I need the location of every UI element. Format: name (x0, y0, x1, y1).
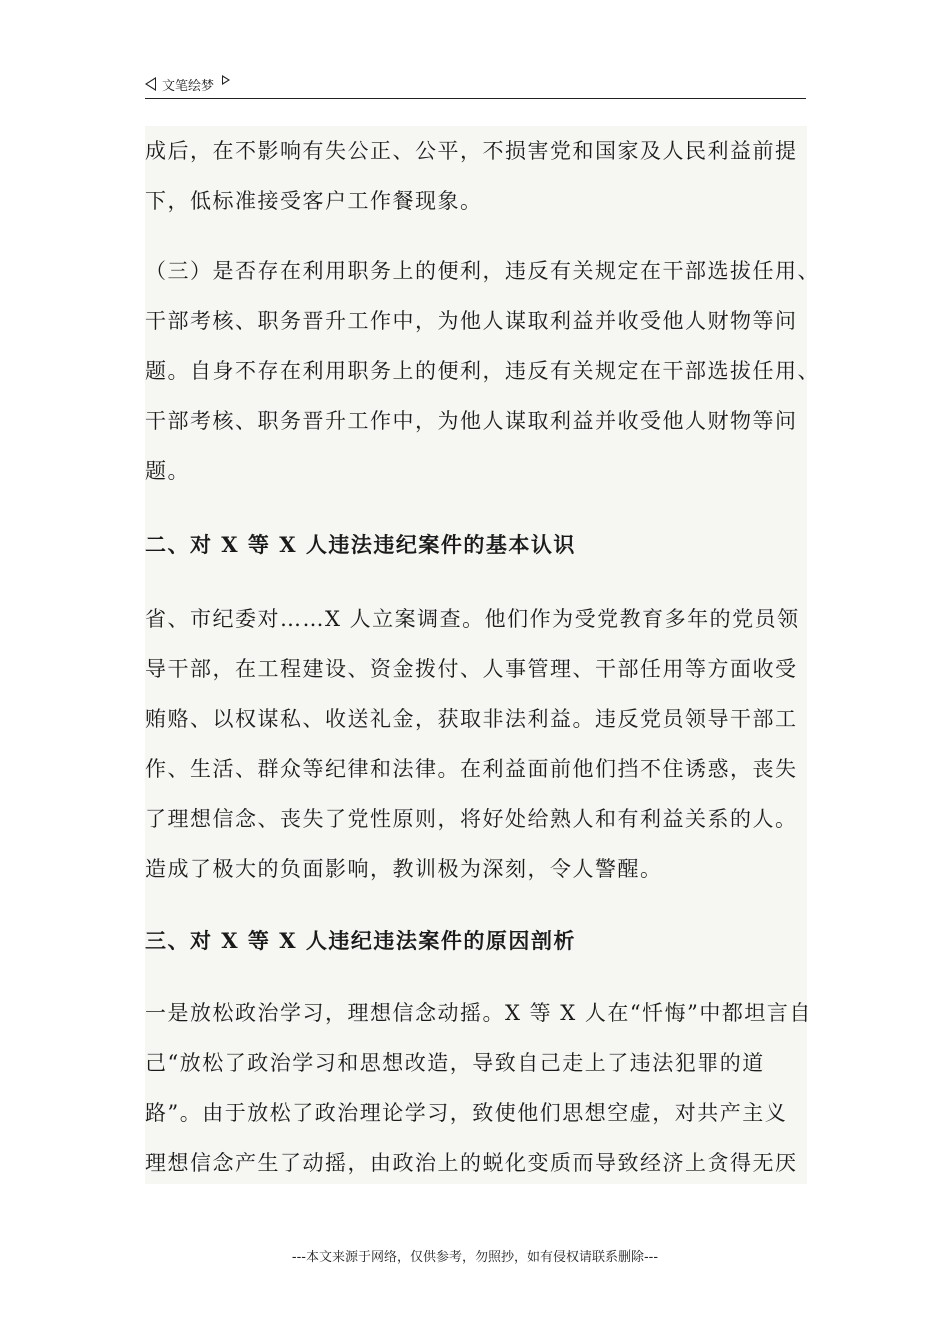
text-line: （三）是否存在利用职务上的便利，违反有关规定在干部选拔任用、 (145, 259, 820, 283)
text-line: 一是放松政治学习，理想信念动摇。X 等 X 人在“忏悔”中都坦言自 (145, 1001, 812, 1025)
text-line: 贿赂、以权谋私、收送礼金，获取非法利益。违反党员领导干部工 (145, 707, 798, 731)
text-line: 路”。由于放松了政治理论学习，致使他们思想空虚，对共产主义 (145, 1101, 788, 1125)
section-heading-2: 二、对 X 等 X 人违法违纪案件的基本认识 (145, 532, 576, 557)
text-line: 了理想信念、丧失了党性原则，将好处给熟人和有利益关系的人。 (145, 807, 798, 831)
triangle-right-icon (222, 75, 230, 85)
paragraph-1 (145, 126, 807, 226)
text-line: 造成了极大的负面影响，教训极为深刻，令人警醒。 (145, 857, 663, 881)
paragraph-2 (145, 246, 820, 496)
page-header (145, 70, 806, 99)
document-body (145, 126, 820, 1184)
text-line: 省、市纪委对……X 人立案调查。他们作为受党教育多年的党员领 (145, 607, 800, 631)
page-footer: ---本文来源于网络，仅供参考，勿照抄，如有侵权请联系删除--- (291, 1250, 659, 1265)
paragraph-3 (145, 594, 807, 894)
text-line: 下，低标准接受客户工作餐现象。 (145, 189, 483, 213)
text-line: 作、生活、群众等纪律和法律。在利益面前他们挡不住诱惑，丧失 (145, 757, 798, 781)
text-line: 理想信念产生了动摇，由政治上的蜕化变质而导致经济上贪得无厌 (145, 1151, 798, 1175)
text-line: 己“放松了政治学习和思想改造，导致自己走上了违法犯罪的道 (145, 1051, 765, 1075)
text-line: 干部考核、职务晋升工作中，为他人谋取利益并收受他人财物等问 (145, 309, 798, 333)
paragraph-4 (145, 988, 812, 1188)
triangle-left-icon (145, 77, 156, 91)
text-line: 干部考核、职务晋升工作中，为他人谋取利益并收受他人财物等问 (145, 409, 798, 433)
text-line: 题。自身不存在利用职务上的便利，违反有关规定在干部选拔任用、 (145, 359, 820, 383)
text-line: 题。 (145, 459, 190, 483)
text-line: 成后，在不影响有失公正、公平，不损害党和国家及人民利益前提 (145, 139, 798, 163)
text-line: 导干部，在工程建设、资金拨付、人事管理、干部任用等方面收受 (145, 657, 798, 681)
section-heading-3: 三、对 X 等 X 人违纪违法案件的原因剖析 (145, 928, 576, 953)
header-title: 文笔绘梦 (162, 78, 215, 94)
